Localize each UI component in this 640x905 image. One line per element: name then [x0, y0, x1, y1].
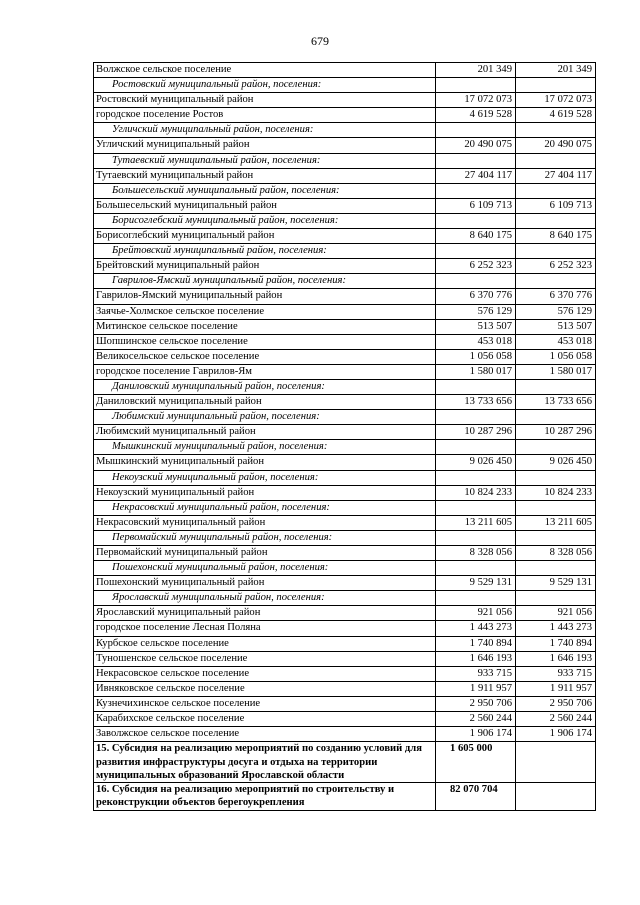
row-value-cell — [436, 153, 516, 168]
row-value-cell: 576 129 — [436, 304, 516, 319]
row-value-cell: 513 507 — [436, 319, 516, 334]
row-name-cell: Некрасовский муниципальный район, поселения: — [94, 500, 436, 515]
row-value-total-cell — [516, 591, 596, 606]
row-name-cell: Ярославский муниципальный район, поселения: — [94, 591, 436, 606]
row-value-total-cell: 1 646 193 — [516, 651, 596, 666]
table-row — [94, 93, 596, 108]
row-value-total-cell: 6 252 323 — [516, 259, 596, 274]
row-name-cell: Гаврилов-Ямский муниципальный район, поселения: — [94, 274, 436, 289]
row-name-cell: Волжское сельское поселение — [94, 63, 436, 78]
row-name-cell: Брейтовский муниципальный район, поселения: — [94, 244, 436, 259]
row-value-cell: 1 906 174 — [436, 727, 516, 742]
table-row — [94, 395, 596, 410]
row-value-cell: 2 950 706 — [436, 696, 516, 711]
table-row — [94, 138, 596, 153]
row-value-cell: 20 490 075 — [436, 138, 516, 153]
row-value-total-cell: 201 349 — [516, 63, 596, 78]
row-name-cell: Борисоглебский муниципальный район, поселения: — [94, 213, 436, 228]
row-value-cell: 1 911 957 — [436, 681, 516, 696]
district-header-row — [94, 379, 596, 394]
row-value-total-cell: 1 740 894 — [516, 636, 596, 651]
row-name-cell: городское поселение Лесная Поляна — [94, 621, 436, 636]
row-name-cell: городское поселение Гаврилов-Ям — [94, 364, 436, 379]
row-name-cell: Даниловский муниципальный район, поселения: — [94, 379, 436, 394]
row-value-cell — [436, 591, 516, 606]
table-row — [94, 63, 596, 78]
row-name-cell: Тутаевский муниципальный район, поселения: — [94, 153, 436, 168]
row-value-total-cell — [516, 153, 596, 168]
row-value-total-cell: 1 911 957 — [516, 681, 596, 696]
row-value-cell: 27 404 117 — [436, 168, 516, 183]
row-value-total-cell: 8 640 175 — [516, 229, 596, 244]
table-row — [94, 712, 596, 727]
row-value-cell: 921 056 — [436, 606, 516, 621]
row-value-total-cell: 2 950 706 — [516, 696, 596, 711]
table-row — [94, 727, 596, 742]
row-value-total-cell: 10 824 233 — [516, 485, 596, 500]
row-value-total-cell: 13 211 605 — [516, 515, 596, 530]
row-name-cell: Кузнечихинское сельское поселение — [94, 696, 436, 711]
row-name-cell: Тутаевский муниципальный район — [94, 168, 436, 183]
table-row — [94, 259, 596, 274]
row-value-cell: 1 580 017 — [436, 364, 516, 379]
row-value-total-cell: 921 056 — [516, 606, 596, 621]
row-value-cell: 2 560 244 — [436, 712, 516, 727]
row-value-total-cell: 20 490 075 — [516, 138, 596, 153]
row-value-cell: 201 349 — [436, 63, 516, 78]
row-value-total-cell: 9 026 450 — [516, 455, 596, 470]
row-name-cell: Заволжское сельское поселение — [94, 727, 436, 742]
table-row — [94, 289, 596, 304]
table-row — [94, 485, 596, 500]
subsidy-section-row — [94, 742, 596, 783]
row-value-cell: 17 072 073 — [436, 93, 516, 108]
district-header-row — [94, 213, 596, 228]
table-row — [94, 606, 596, 621]
row-name-cell: Шопшинское сельское поселение — [94, 334, 436, 349]
row-name-cell: Мышкинский муниципальный район, поселения: — [94, 440, 436, 455]
row-value-cell: 453 018 — [436, 334, 516, 349]
row-name-cell: Первомайский муниципальный район, поселения: — [94, 530, 436, 545]
district-header-row — [94, 123, 596, 138]
table-row — [94, 425, 596, 440]
row-value-cell — [436, 244, 516, 259]
row-value-cell — [436, 78, 516, 93]
row-value-cell: 8 640 175 — [436, 229, 516, 244]
table-row — [94, 636, 596, 651]
row-value-cell — [436, 440, 516, 455]
row-value-cell: 1 443 273 — [436, 621, 516, 636]
row-value-total-cell — [516, 410, 596, 425]
row-value-cell: 6 370 776 — [436, 289, 516, 304]
row-value-cell: 1 605 000 — [436, 742, 516, 783]
row-value-cell: 6 109 713 — [436, 198, 516, 213]
district-header-row — [94, 244, 596, 259]
row-name-cell: Ярославский муниципальный район — [94, 606, 436, 621]
row-value-total-cell: 933 715 — [516, 666, 596, 681]
table-row — [94, 621, 596, 636]
row-name-cell: Угличский муниципальный район, поселения: — [94, 123, 436, 138]
row-value-total-cell — [516, 78, 596, 93]
row-value-total-cell — [516, 742, 596, 783]
table-row — [94, 304, 596, 319]
row-value-total-cell — [516, 470, 596, 485]
row-value-total-cell: 1 580 017 — [516, 364, 596, 379]
budget-table-body — [94, 63, 596, 811]
row-name-cell: Туношенское сельское поселение — [94, 651, 436, 666]
row-value-total-cell: 27 404 117 — [516, 168, 596, 183]
row-name-cell: Некоузский муниципальный район — [94, 485, 436, 500]
table-row — [94, 229, 596, 244]
row-value-total-cell: 2 560 244 — [516, 712, 596, 727]
row-value-cell: 6 252 323 — [436, 259, 516, 274]
row-name-cell: Гаврилов-Ямский муниципальный район — [94, 289, 436, 304]
district-header-row — [94, 183, 596, 198]
table-row — [94, 198, 596, 213]
table-row — [94, 108, 596, 123]
row-name-cell: Любимский муниципальный район, поселения: — [94, 410, 436, 425]
row-name-cell: Большесельский муниципальный район, поселения: — [94, 183, 436, 198]
table-row — [94, 349, 596, 364]
row-value-cell: 1 740 894 — [436, 636, 516, 651]
row-value-cell — [436, 213, 516, 228]
district-header-row — [94, 591, 596, 606]
district-header-row — [94, 274, 596, 289]
row-value-total-cell — [516, 561, 596, 576]
row-name-cell: городское поселение Ростов — [94, 108, 436, 123]
row-name-cell: Некрасовское сельское поселение — [94, 666, 436, 681]
row-value-cell: 1 056 058 — [436, 349, 516, 364]
table-row — [94, 334, 596, 349]
table-row — [94, 319, 596, 334]
district-header-row — [94, 78, 596, 93]
row-value-cell — [436, 500, 516, 515]
table-row — [94, 651, 596, 666]
row-name-cell: Заячье-Холмское сельское поселение — [94, 304, 436, 319]
row-value-total-cell — [516, 379, 596, 394]
table-row — [94, 515, 596, 530]
row-value-cell: 82 070 704 — [436, 783, 516, 811]
row-value-cell — [436, 183, 516, 198]
row-name-cell: Карабихское сельское поселение — [94, 712, 436, 727]
row-value-total-cell: 1 906 174 — [516, 727, 596, 742]
row-name-cell: Угличский муниципальный район — [94, 138, 436, 153]
row-value-total-cell: 1 056 058 — [516, 349, 596, 364]
row-value-total-cell: 1 443 273 — [516, 621, 596, 636]
row-value-cell: 8 328 056 — [436, 546, 516, 561]
row-value-cell: 13 733 656 — [436, 395, 516, 410]
row-name-cell: Ростовский муниципальный район, поселения: — [94, 78, 436, 93]
row-value-total-cell: 8 328 056 — [516, 546, 596, 561]
row-value-cell — [436, 274, 516, 289]
row-value-total-cell — [516, 123, 596, 138]
budget-table — [93, 62, 596, 811]
row-value-total-cell — [516, 183, 596, 198]
row-name-cell: Даниловский муниципальный район — [94, 395, 436, 410]
table-row — [94, 455, 596, 470]
row-value-cell — [436, 530, 516, 545]
row-value-total-cell — [516, 274, 596, 289]
row-value-total-cell — [516, 213, 596, 228]
district-header-row — [94, 440, 596, 455]
row-name-cell: Любимский муниципальный район — [94, 425, 436, 440]
row-value-total-cell: 576 129 — [516, 304, 596, 319]
row-value-total-cell: 17 072 073 — [516, 93, 596, 108]
row-value-total-cell — [516, 783, 596, 811]
row-value-cell: 13 211 605 — [436, 515, 516, 530]
row-value-cell — [436, 123, 516, 138]
row-value-total-cell: 9 529 131 — [516, 576, 596, 591]
row-value-total-cell — [516, 530, 596, 545]
district-header-row — [94, 530, 596, 545]
row-value-total-cell: 13 733 656 — [516, 395, 596, 410]
row-value-cell — [436, 410, 516, 425]
district-header-row — [94, 410, 596, 425]
row-value-total-cell — [516, 500, 596, 515]
row-value-total-cell: 453 018 — [516, 334, 596, 349]
row-value-total-cell — [516, 440, 596, 455]
row-value-total-cell: 10 287 296 — [516, 425, 596, 440]
row-name-cell: Митинское сельское поселение — [94, 319, 436, 334]
row-value-total-cell — [516, 244, 596, 259]
row-value-cell: 4 619 528 — [436, 108, 516, 123]
row-value-cell: 9 529 131 — [436, 576, 516, 591]
row-name-cell: Брейтовский муниципальный район — [94, 259, 436, 274]
row-value-cell — [436, 379, 516, 394]
table-row — [94, 681, 596, 696]
district-header-row — [94, 153, 596, 168]
row-value-cell — [436, 470, 516, 485]
row-name-cell: Некрасовский муниципальный район — [94, 515, 436, 530]
subsidy-section-row — [94, 783, 596, 811]
page-number: 679 — [311, 34, 329, 48]
row-value-total-cell: 513 507 — [516, 319, 596, 334]
row-name-cell: Курбское сельское поселение — [94, 636, 436, 651]
table-row — [94, 696, 596, 711]
row-name-cell: Пошехонский муниципальный район — [94, 576, 436, 591]
row-name-cell: Борисоглебский муниципальный район — [94, 229, 436, 244]
table-row — [94, 364, 596, 379]
row-value-cell: 10 824 233 — [436, 485, 516, 500]
table-row — [94, 666, 596, 681]
row-name-cell: Мышкинский муниципальный район — [94, 455, 436, 470]
row-value-cell: 10 287 296 — [436, 425, 516, 440]
district-header-row — [94, 561, 596, 576]
row-name-cell: Некоузский муниципальный район, поселения: — [94, 470, 436, 485]
row-value-total-cell: 4 619 528 — [516, 108, 596, 123]
row-name-cell: Ивняковское сельское поселение — [94, 681, 436, 696]
row-name-cell: Ростовский муниципальный район — [94, 93, 436, 108]
row-name-cell: Пошехонский муниципальный район, поселения: — [94, 561, 436, 576]
row-value-cell: 933 715 — [436, 666, 516, 681]
row-name-cell: Большесельский муниципальный район — [94, 198, 436, 213]
district-header-row — [94, 500, 596, 515]
table-row — [94, 168, 596, 183]
row-value-cell — [436, 561, 516, 576]
row-value-total-cell: 6 370 776 — [516, 289, 596, 304]
row-name-cell: Великосельское сельское поселение — [94, 349, 436, 364]
row-name-cell: Первомайский муниципальный район — [94, 546, 436, 561]
district-header-row — [94, 470, 596, 485]
table-row — [94, 576, 596, 591]
table-row — [94, 546, 596, 561]
row-name-cell: 16. Субсидия на реализацию мероприятий по строительству и реконструкции объектов берегоукрепления — [94, 783, 436, 811]
row-value-cell: 9 026 450 — [436, 455, 516, 470]
row-name-cell: 15. Субсидия на реализацию мероприятий по созданию условий для развития инфраструктуры досуга и отдыха на территории муниципальных образований Ярославской области — [94, 742, 436, 783]
row-value-total-cell: 6 109 713 — [516, 198, 596, 213]
row-value-cell: 1 646 193 — [436, 651, 516, 666]
